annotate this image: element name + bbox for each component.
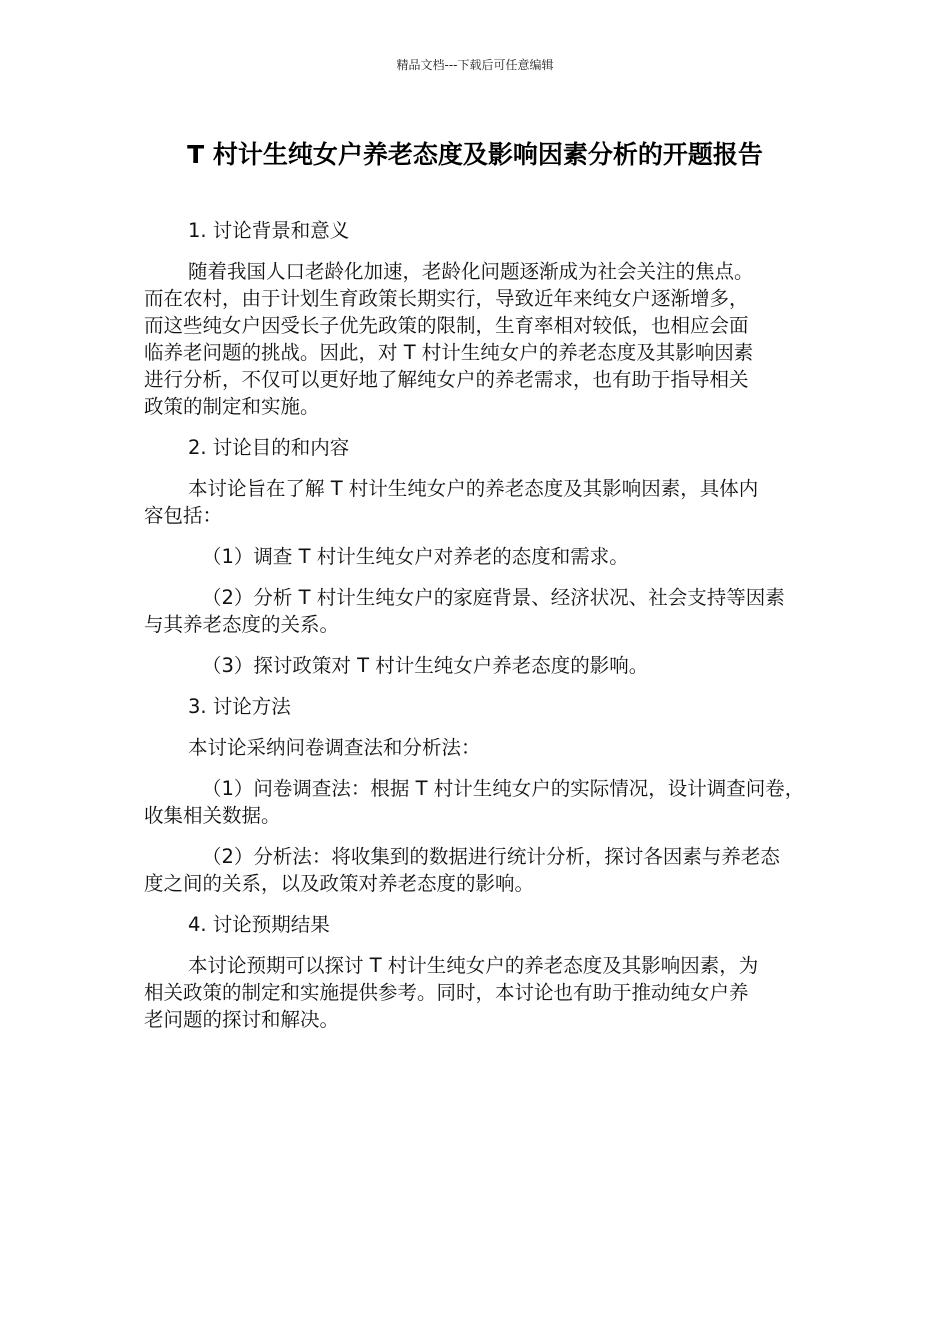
section-heading-methods: 3. 讨论方法	[188, 695, 291, 718]
document-body	[144, 217, 812, 1047]
paragraph-purpose: 本讨论旨在了解 T 村计生纯女户的养老态度及其影响因素，具体内 容包括：	[144, 477, 759, 527]
section-heading-results: 4. 讨论预期结果	[188, 913, 330, 936]
list-item-purpose-1: （1）调查 T 村计生纯女户对养老的态度和需求。	[202, 545, 629, 568]
paragraph-methods: 本讨论采纳问卷调查法和分析法：	[188, 736, 481, 759]
page-header: 精品文档---下载后可任意编辑	[396, 58, 554, 72]
list-item-purpose-2: （2）分析 T 村计生纯女户的家庭背景、经济状况、社会支持等因素 与其养老态度的关系。	[144, 586, 785, 636]
paragraph-background: 随着我国人口老龄化加速，老龄化问题逐渐成为社会关注的焦点。 而在农村，由于计划生育政策长期实行，导致近年来纯女户逐渐增多， 而这些纯女户因受长子优先政策的限制，生育率相对较低，也相应会面 临养老问题的挑战。因此，对 T 村计生纯女户的养老态度及其影响因素 进行分析，不仅可以更好地了解纯女户的养老需求，也有助于指导相关 政策的制定和实施。	[144, 260, 754, 418]
list-item-method-1: （1）问卷调查法：根据 T 村计生纯女户的实际情况，设计调查问卷， 收集相关数据。	[144, 777, 805, 827]
section-heading-purpose: 2. 讨论目的和内容	[188, 436, 350, 459]
list-item-method-2: （2）分析法：将收集到的数据进行统计分析，探讨各因素与养老态 度之间的关系，以及政策对养老态度的影响。	[144, 845, 780, 895]
paragraph-results: 本讨论预期可以探讨 T 村计生纯女户的养老态度及其影响因素，为 相关政策的制定和实施提供参考。同时，本讨论也有助于推动纯女户养 老问题的探讨和解决。	[144, 954, 759, 1031]
document-title: T 村计生纯女户养老态度及影响因素分析的开题报告	[187, 140, 763, 169]
section-heading-background: 1. 讨论背景和意义	[188, 219, 350, 242]
list-item-purpose-3: （3）探讨政策对 T 村计生纯女户养老态度的影响。	[202, 654, 649, 677]
